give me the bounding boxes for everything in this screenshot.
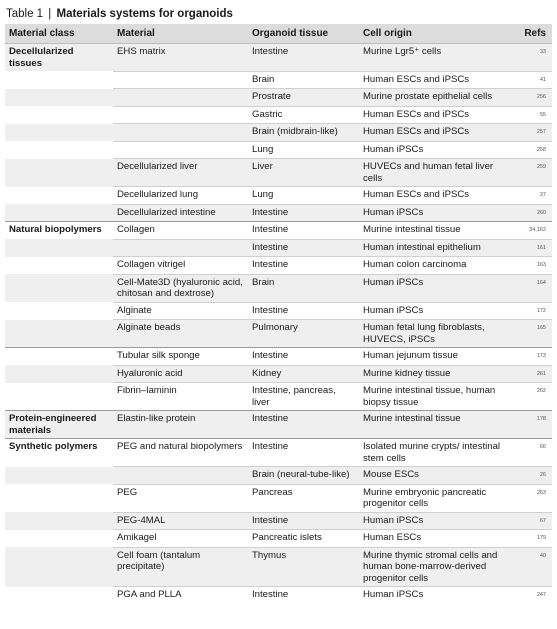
material-cell: PEG-4MAL bbox=[113, 512, 248, 530]
organoid-tissue-cell: Brain bbox=[248, 274, 359, 302]
cell-origin-cell: Murine Lgr5⁺ cells bbox=[359, 44, 517, 72]
material-class-cell bbox=[5, 124, 113, 142]
material-class-cell bbox=[5, 239, 113, 257]
refs-cell: 40 bbox=[517, 547, 552, 587]
cell-origin-cell: Human ESCs and iPSCs bbox=[359, 124, 517, 142]
material-cell: Elastin-like protein bbox=[113, 411, 248, 439]
material-class-cell bbox=[5, 257, 113, 275]
refs-cell: 55 bbox=[517, 106, 552, 124]
material-cell bbox=[113, 467, 248, 485]
material-cell: Cell-Mate3D (hyaluronic acid, chitosan and dextrose) bbox=[113, 274, 248, 302]
table-row bbox=[5, 44, 552, 72]
table-row bbox=[5, 106, 552, 124]
organoid-tissue-cell: Thymus bbox=[248, 547, 359, 587]
refs-cell: 173 bbox=[517, 348, 552, 366]
cell-origin-cell: Human iPSCs bbox=[359, 204, 517, 222]
table-row bbox=[5, 484, 552, 512]
refs-cell: 161 bbox=[517, 239, 552, 257]
header-refs: Refs bbox=[517, 24, 552, 44]
organoid-tissue-cell: Intestine bbox=[248, 411, 359, 439]
refs-cell: 260 bbox=[517, 204, 552, 222]
material-cell: Tubular silk sponge bbox=[113, 348, 248, 366]
refs-cell: 66 bbox=[517, 439, 552, 467]
material-cell: PEG and natural biopolymers bbox=[113, 439, 248, 467]
material-cell: Alginate beads bbox=[113, 320, 248, 348]
cell-origin-cell: Murine kidney tissue bbox=[359, 365, 517, 383]
cell-origin-cell: Human intestinal epithelium bbox=[359, 239, 517, 257]
table-label: Table 1 bbox=[6, 8, 44, 20]
material-class-cell bbox=[5, 348, 113, 366]
table-row bbox=[5, 587, 552, 604]
header-material: Material bbox=[113, 24, 248, 44]
material-class-cell bbox=[5, 274, 113, 302]
material-cell: Fibrin–laminin bbox=[113, 383, 248, 411]
header-cell-origin: Cell origin bbox=[359, 24, 517, 44]
material-class-cell bbox=[5, 467, 113, 485]
table-row bbox=[5, 302, 552, 320]
material-class-cell bbox=[5, 302, 113, 320]
cell-origin-cell: Human ESCs and iPSCs bbox=[359, 106, 517, 124]
cell-origin-cell: Isolated murine crypts/ intestinal stem cells bbox=[359, 439, 517, 467]
table-row bbox=[5, 204, 552, 222]
table-row bbox=[5, 439, 552, 467]
table-row bbox=[5, 159, 552, 187]
material-class-cell bbox=[5, 365, 113, 383]
material-class-cell bbox=[5, 187, 113, 205]
cell-origin-cell: Human iPSCs bbox=[359, 587, 517, 604]
cell-origin-cell: Murine intestinal tissue bbox=[359, 222, 517, 240]
refs-cell: 37 bbox=[517, 187, 552, 205]
material-cell bbox=[113, 239, 248, 257]
cell-origin-cell: Human ESCs bbox=[359, 530, 517, 548]
material-class-cell bbox=[5, 530, 113, 548]
organoid-tissue-cell: Pulmonary bbox=[248, 320, 359, 348]
table-row bbox=[5, 124, 552, 142]
cell-origin-cell: Human iPSCs bbox=[359, 512, 517, 530]
table-row bbox=[5, 274, 552, 302]
organoid-tissue-cell: Intestine bbox=[248, 302, 359, 320]
organoid-tissue-cell: Kidney bbox=[248, 365, 359, 383]
material-cell: EHS matrix bbox=[113, 44, 248, 72]
table-row bbox=[5, 383, 552, 411]
cell-origin-cell: Human colon carcinoma bbox=[359, 257, 517, 275]
table-row bbox=[5, 141, 552, 159]
material-class-cell: Synthetic polymers bbox=[5, 439, 113, 467]
material-cell bbox=[113, 141, 248, 159]
material-class-cell bbox=[5, 204, 113, 222]
table-title bbox=[5, 4, 552, 24]
cell-origin-cell: Murine prostate epithelial cells bbox=[359, 89, 517, 107]
organoid-tissue-cell: Intestine bbox=[248, 257, 359, 275]
organoid-tissue-cell: Intestine bbox=[248, 239, 359, 257]
table-row bbox=[5, 467, 552, 485]
refs-cell: 262 bbox=[517, 383, 552, 411]
material-class-cell bbox=[5, 512, 113, 530]
organoid-tissue-cell: Prostrate bbox=[248, 89, 359, 107]
material-class-cell bbox=[5, 71, 113, 89]
organoid-tissue-cell: Gastric bbox=[248, 106, 359, 124]
header-organoid-tissue: Organoid tissue bbox=[248, 24, 359, 44]
material-cell: PEG bbox=[113, 484, 248, 512]
table-row bbox=[5, 411, 552, 439]
cell-origin-cell: Murine embryonic pancreatic progenitor cells bbox=[359, 484, 517, 512]
material-class-cell bbox=[5, 89, 113, 107]
refs-cell: 259 bbox=[517, 159, 552, 187]
organoid-tissue-cell: Brain (midbrain-like) bbox=[248, 124, 359, 142]
table-row bbox=[5, 257, 552, 275]
cell-origin-cell: HUVECs and human fetal liver cells bbox=[359, 159, 517, 187]
refs-cell: 258 bbox=[517, 141, 552, 159]
organoid-tissue-cell: Brain bbox=[248, 71, 359, 89]
refs-cell: 179 bbox=[517, 530, 552, 548]
material-class-cell bbox=[5, 547, 113, 587]
table-row bbox=[5, 530, 552, 548]
title-separator: | bbox=[48, 8, 52, 20]
material-cell: Cell foam (tantalum precipitate) bbox=[113, 547, 248, 587]
table-body bbox=[5, 44, 552, 604]
material-class-cell bbox=[5, 484, 113, 512]
table-row bbox=[5, 547, 552, 587]
organoid-tissue-cell: Intestine bbox=[248, 44, 359, 72]
cell-origin-cell: Human jejunum tissue bbox=[359, 348, 517, 366]
material-cell: Amikagel bbox=[113, 530, 248, 548]
refs-cell: 41 bbox=[517, 71, 552, 89]
material-class-cell bbox=[5, 106, 113, 124]
organoid-tissue-cell: Intestine bbox=[248, 204, 359, 222]
table-header bbox=[5, 24, 552, 44]
cell-origin-cell: Murine thymic stromal cells and human bone-marrow-derived progenitor cells bbox=[359, 547, 517, 587]
material-cell bbox=[113, 71, 248, 89]
organoid-tissue-cell: Intestine bbox=[248, 512, 359, 530]
table-row bbox=[5, 239, 552, 257]
refs-cell: 261 bbox=[517, 365, 552, 383]
refs-cell: 164 bbox=[517, 274, 552, 302]
refs-cell: 257 bbox=[517, 124, 552, 142]
cell-origin-cell: Human ESCs and iPSCs bbox=[359, 71, 517, 89]
organoid-tissue-cell: Intestine bbox=[248, 587, 359, 604]
cell-origin-cell: Human ESCs and iPSCs bbox=[359, 187, 517, 205]
table-row bbox=[5, 222, 552, 240]
cell-origin-cell: Human fetal lung fibroblasts, HUVECS, iPSCs bbox=[359, 320, 517, 348]
table-row bbox=[5, 348, 552, 366]
material-cell bbox=[113, 124, 248, 142]
refs-cell: 163 bbox=[517, 257, 552, 275]
refs-cell: 34,162 bbox=[517, 222, 552, 240]
material-class-cell bbox=[5, 159, 113, 187]
refs-cell: 172 bbox=[517, 302, 552, 320]
material-cell bbox=[113, 89, 248, 107]
refs-cell: 67 bbox=[517, 512, 552, 530]
table-row bbox=[5, 187, 552, 205]
refs-cell: 178 bbox=[517, 411, 552, 439]
material-class-cell bbox=[5, 587, 113, 604]
organoid-tissue-cell: Lung bbox=[248, 141, 359, 159]
cell-origin-cell: Murine intestinal tissue, human biopsy tissue bbox=[359, 383, 517, 411]
material-class-cell: Protein-engineered materials bbox=[5, 411, 113, 439]
materials-table bbox=[5, 24, 552, 604]
material-class-cell bbox=[5, 383, 113, 411]
cell-origin-cell: Murine intestinal tissue bbox=[359, 411, 517, 439]
material-class-cell: Decellularized tissues bbox=[5, 44, 113, 72]
table-row bbox=[5, 320, 552, 348]
table-row bbox=[5, 71, 552, 89]
material-cell: Hyaluronic acid bbox=[113, 365, 248, 383]
material-cell: PGA and PLLA bbox=[113, 587, 248, 604]
refs-cell: 33 bbox=[517, 44, 552, 72]
organoid-tissue-cell: Intestine bbox=[248, 439, 359, 467]
organoid-tissue-cell: Liver bbox=[248, 159, 359, 187]
organoid-tissue-cell: Brain (neural-tube-like) bbox=[248, 467, 359, 485]
refs-cell: 256 bbox=[517, 89, 552, 107]
material-class-cell bbox=[5, 320, 113, 348]
organoid-tissue-cell: Intestine, pancreas, liver bbox=[248, 383, 359, 411]
material-cell: Decellularized liver bbox=[113, 159, 248, 187]
table-row bbox=[5, 89, 552, 107]
cell-origin-cell: Human iPSCs bbox=[359, 141, 517, 159]
material-cell: Alginate bbox=[113, 302, 248, 320]
refs-cell: 263 bbox=[517, 484, 552, 512]
table-row bbox=[5, 365, 552, 383]
material-cell: Collagen vitrigel bbox=[113, 257, 248, 275]
cell-origin-cell: Human iPSCs bbox=[359, 302, 517, 320]
material-class-cell: Natural biopolymers bbox=[5, 222, 113, 240]
material-cell: Decellularized intestine bbox=[113, 204, 248, 222]
organoid-tissue-cell: Intestine bbox=[248, 222, 359, 240]
organoid-tissue-cell: Intestine bbox=[248, 348, 359, 366]
material-class-cell bbox=[5, 141, 113, 159]
table-caption: Materials systems for organoids bbox=[56, 8, 233, 20]
material-cell: Collagen bbox=[113, 222, 248, 240]
organoid-tissue-cell: Pancreas bbox=[248, 484, 359, 512]
header-material-class: Material class bbox=[5, 24, 113, 44]
refs-cell: 247 bbox=[517, 587, 552, 604]
refs-cell: 165 bbox=[517, 320, 552, 348]
organoid-tissue-cell: Lung bbox=[248, 187, 359, 205]
cell-origin-cell: Human iPSCs bbox=[359, 274, 517, 302]
material-cell: Decellularized lung bbox=[113, 187, 248, 205]
cell-origin-cell: Mouse ESCs bbox=[359, 467, 517, 485]
material-cell bbox=[113, 106, 248, 124]
organoid-tissue-cell: Pancreatic islets bbox=[248, 530, 359, 548]
table-row bbox=[5, 512, 552, 530]
refs-cell: 26 bbox=[517, 467, 552, 485]
